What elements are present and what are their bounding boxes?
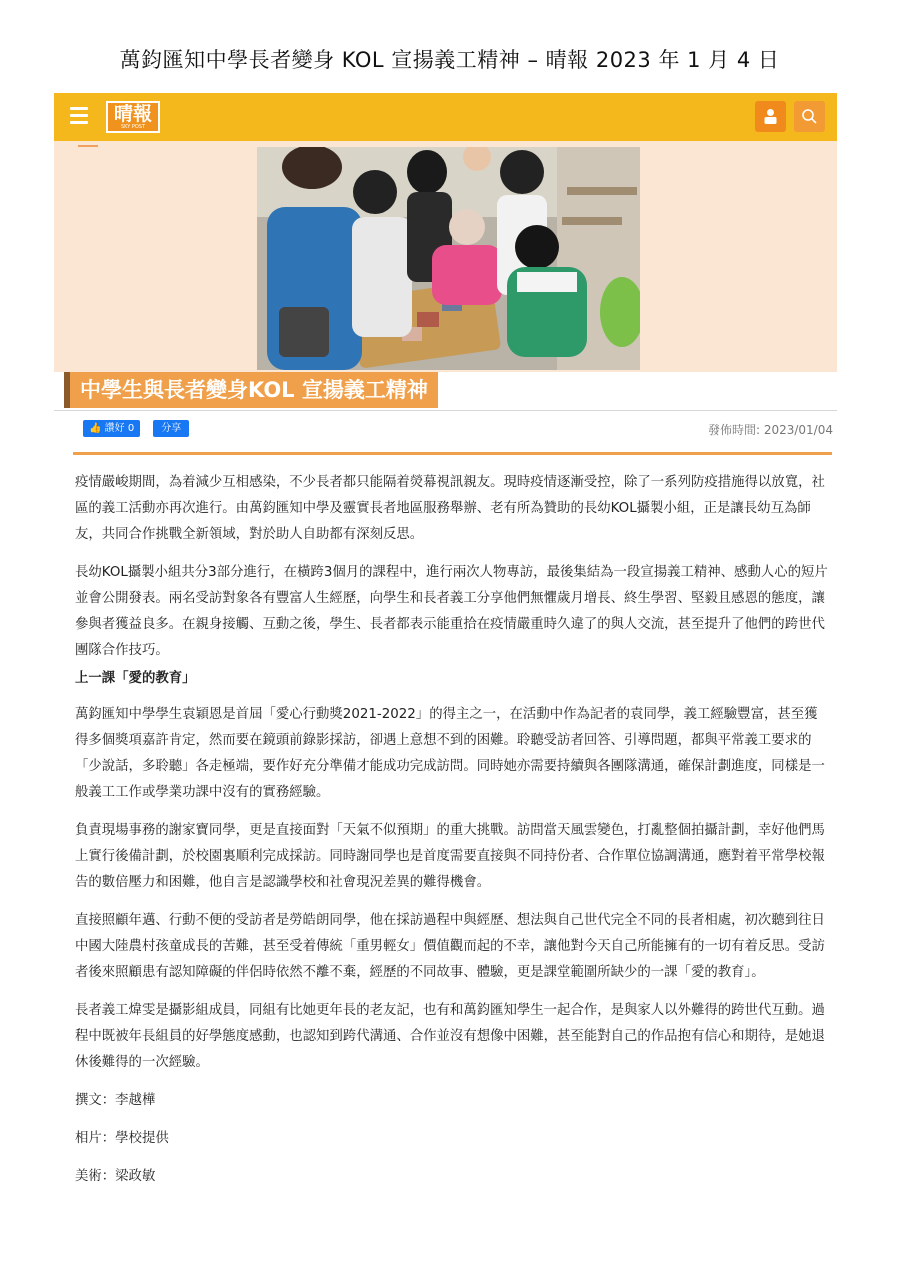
divider — [54, 410, 837, 411]
search-icon — [801, 108, 818, 125]
paragraph: 負責現場事務的謝家寶同學，更是直接面對「天氣不似預期」的重大挑戰。訪問當天風雲變色，打亂整個拍攝計劃，幸好他們馬上實行後備計劃，於校園裏順利完成採訪。同時謝同學也是首度需要直接與不同持份者、合作單位協調溝通，應對着平常學校報告的數倍壓力和困難，他自言是認識學校和社會現況差異的難得機會。 — [75, 823, 825, 890]
publish-time: 發佈時間: 2023/01/04 — [707, 423, 833, 437]
user-button[interactable] — [755, 101, 786, 132]
menu-icon[interactable] — [70, 107, 88, 127]
paragraph: 直接照顧年邁、行動不便的受訪者是勞皓朗同學，他在採訪過程中與經歷、想法與自己世代完全不同的長者相處，初次聽到往日中國大陸農村孩童成長的苦難，甚至受着傳統「重男輕女」價值觀而起的不幸，讓他對今天自己所能擁有的一切有着反思。受訪者後來照顧患有認知障礙的伴侶時依然不離不棄，經歷的不同故事、體驗，更是課堂範圍所缺少的一課「愛的教育」。 — [75, 913, 825, 980]
social-buttons — [83, 420, 189, 437]
document-title: 萬鈞匯知中學長者變身 KOL 宣揚義工精神 – 晴報 2023 年 1 月 4 日 — [119, 48, 780, 72]
article-photo[interactable] — [257, 147, 640, 370]
site-header — [54, 93, 837, 141]
paragraph: 長幼KOL攝製小組共分3部分進行，在橫跨3個月的課程中，進行兩次人物專訪，最後集結為一段宣揚義工精神、感動人心的短片並會公開發表。兩名受訪對象各有豐富人生經歷，向學生和長者義工分享他們無懼歲月增長、終生學習、堅毅且感恩的態度，讓參與者獲益良多。在親身接觸、互動之後，學生、長者都表示能重拾在疫情嚴重時久違了的與人交流，甚至提升了他們的跨世代團隊合作技巧。 — [75, 565, 828, 658]
thumbs-up-icon: 👍 — [89, 423, 102, 434]
decorative-dash — [78, 145, 98, 147]
logo-subtext: SKY POST — [120, 124, 146, 130]
credit-photo: 相片：學校提供 — [75, 1131, 169, 1146]
site-logo[interactable] — [106, 101, 160, 133]
paragraph: 萬鈞匯知中學學生袁穎恩是首屆「愛心行動獎2021-2022」的得主之一，在活動中作為記者的袁同學，義工經驗豐富，甚至獲得多個獎項嘉許肯定，然而要在鏡頭前錄影採訪，卻遇上意想不到的困難。聆聽受訪者回答、引導問題，都與平常義工要求的「少說話，多聆聽」各走極端，要作好充分準備才能成功完成訪問。同時她亦需要持續與各團隊溝通，確保計劃進度，同樣是一般義工工作或學業功課中沒有的實務經驗。 — [75, 707, 825, 800]
logo-text: 晴報 — [113, 103, 152, 125]
hero-image-band — [54, 141, 837, 372]
credit-art: 美術：梁政敏 — [75, 1169, 156, 1184]
search-button[interactable] — [794, 101, 825, 132]
paragraph: 長者義工煒雯是攝影組成員，同組有比她更年長的老友記，也有和萬鈞匯知學生一起合作，是與家人以外難得的跨世代互動。過程中既被年長組員的好學態度感動，也認知到跨代溝通、合作並沒有想像中困難，甚至能對自己的作品抱有信心和期待，是她退休後難得的一次經驗。 — [75, 1003, 825, 1070]
article-headline: 中學生與長者變身KOL 宣揚義工精神 — [64, 372, 438, 408]
article-body — [75, 470, 830, 1202]
paragraph: 疫情嚴峻期間，為着減少互相感染，不少長者都只能隔着熒幕視訊親友。現時疫情逐漸受控，除了一系列防疫措施得以放寬，社區的義工活動亦再次進行。由萬鈞匯知中學及靈實長者地區服務舉辦、老有所為贊助的長幼KOL攝製小組，正是讓長幼互為師友，共同合作挑戰全新領域，對於助人自助都有深刻反思。 — [75, 475, 825, 542]
subheading: 上一課「愛的教育」 — [75, 671, 196, 686]
user-icon — [762, 108, 779, 125]
credit-writer: 撰文：李越樺 — [75, 1093, 156, 1108]
photo-illustration — [257, 147, 640, 370]
like-label: 讚好 0 — [104, 423, 135, 434]
divider — [73, 452, 832, 455]
like-button[interactable] — [83, 420, 140, 437]
share-button[interactable]: 分享 — [153, 420, 189, 437]
